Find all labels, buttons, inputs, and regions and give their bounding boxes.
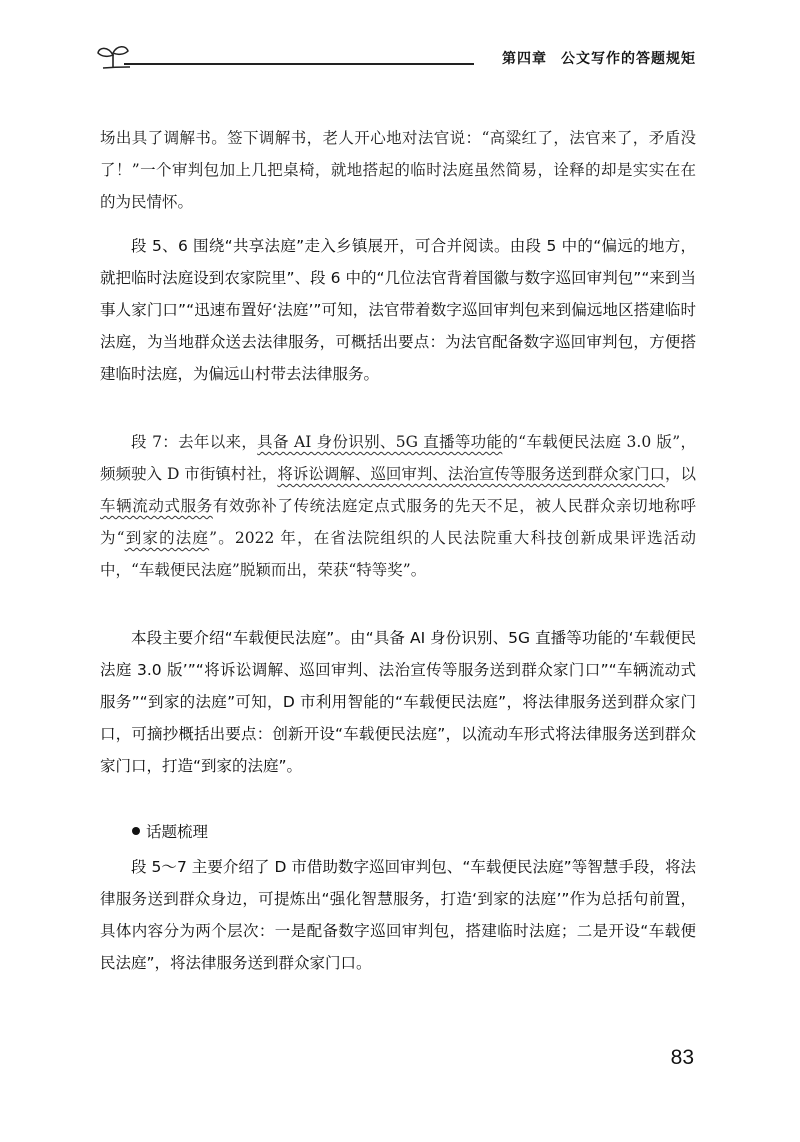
paragraph-7-text-4: 有效弥补了传统法庭定点式服务的先天不足，被人民群众亲切地称呼为“ bbox=[100, 497, 696, 547]
case-paragraph-continued: 场出具了调解书。签下调解书，老人开心地对法官说：“高粱红了，法官来了，矛盾没了！”一个审判包加上几把桌椅，就地搭起的临时法庭虽然简易，诠释的却是实实在在的为民情怀。 bbox=[100, 129, 696, 211]
paragraph-7-text-5: ”。2022 年，在省法院组织的人民法院重大科技创新成果评选活动中，“车载便民法庭”脱颖而出，荣获“特等奖”。 bbox=[100, 529, 696, 579]
paragraph-7-text-3: ，以 bbox=[664, 465, 696, 483]
chapter-number: 第四章 bbox=[502, 51, 547, 67]
sprout-icon bbox=[96, 42, 130, 70]
running-header bbox=[96, 40, 696, 72]
underlined-phrase-services: 将诉讼调解、巡回审判、法治宣传等服务送到群众家门口 bbox=[277, 465, 665, 483]
underlined-phrase-home-court: 到家的法庭 bbox=[124, 529, 210, 547]
underlined-phrase-mobile-service: 车辆流动式服务 bbox=[100, 497, 213, 515]
chapter-title: 公文写作的答题规矩 bbox=[561, 51, 696, 67]
analysis-paragraph-7: 本段主要介绍“车载便民法庭”。由“具备 AI 身份识别、5G 直播等功能的‘车载便民法庭 3.0 版’”“将诉讼调解、巡回审判、法治宣传等服务送到群众家门口”“车辆流动式服务”“到家的法庭”可知，D 市利用智能的“车载便民法庭”，将法律服务送到群众家门口，可摘抄概括出要点：创新开设“车载便民法庭”，以流动车形式将法律服务送到群众家门口，打造“到家的法庭”。 bbox=[100, 629, 696, 775]
paragraph-7-text-1: 段 7：去年以来， bbox=[131, 433, 258, 451]
page-number: 83 bbox=[670, 1046, 694, 1069]
chapter-heading bbox=[502, 48, 696, 68]
header-rule bbox=[124, 63, 474, 65]
summary-paragraph: 段 5～7 主要介绍了 D 市借助数字巡回审判包、“车载便民法庭”等智慧手段，将法律服务送到群众身边，可提炼出“强化智慧服务，打造‘到家的法庭’”作为总括句前置，具体内容分为两个层次：一是配备数字巡回审判包，搭建临时法庭；二是开设“车载便民法庭”，将法律服务送到群众家门口。 bbox=[100, 858, 696, 972]
bullet-icon bbox=[132, 827, 140, 835]
analysis-paragraph-5-6: 段 5、6 围绕“共享法庭”走入乡镇展开，可合并阅读。由段 5 中的“偏远的地方，就把临时法庭设到农家院里”、段 6 中的“几位法官背着国徽与数字巡回审判包”“来到当事人家门口”“迅速布置好‘法庭’”可知，法官带着数字巡回审判包来到偏远地区搭建临时法庭，为当地群众送去法律服务，可概括出要点：为法官配备数字巡回审判包，方便搭建临时法庭，为偏远山村带去法律服务。 bbox=[100, 237, 696, 383]
topic-heading-label: 话题梳理 bbox=[146, 823, 209, 841]
paragraph-7-text-2: 的“车载便民法庭 3.0 版”，频频驶入 D 市街镇村社， bbox=[100, 433, 696, 483]
topic-heading bbox=[132, 816, 208, 848]
case-paragraph-7 bbox=[100, 426, 696, 586]
underlined-phrase-ai-5g: 具备 AI 身份识别、5G 直播等功能 bbox=[257, 433, 503, 451]
